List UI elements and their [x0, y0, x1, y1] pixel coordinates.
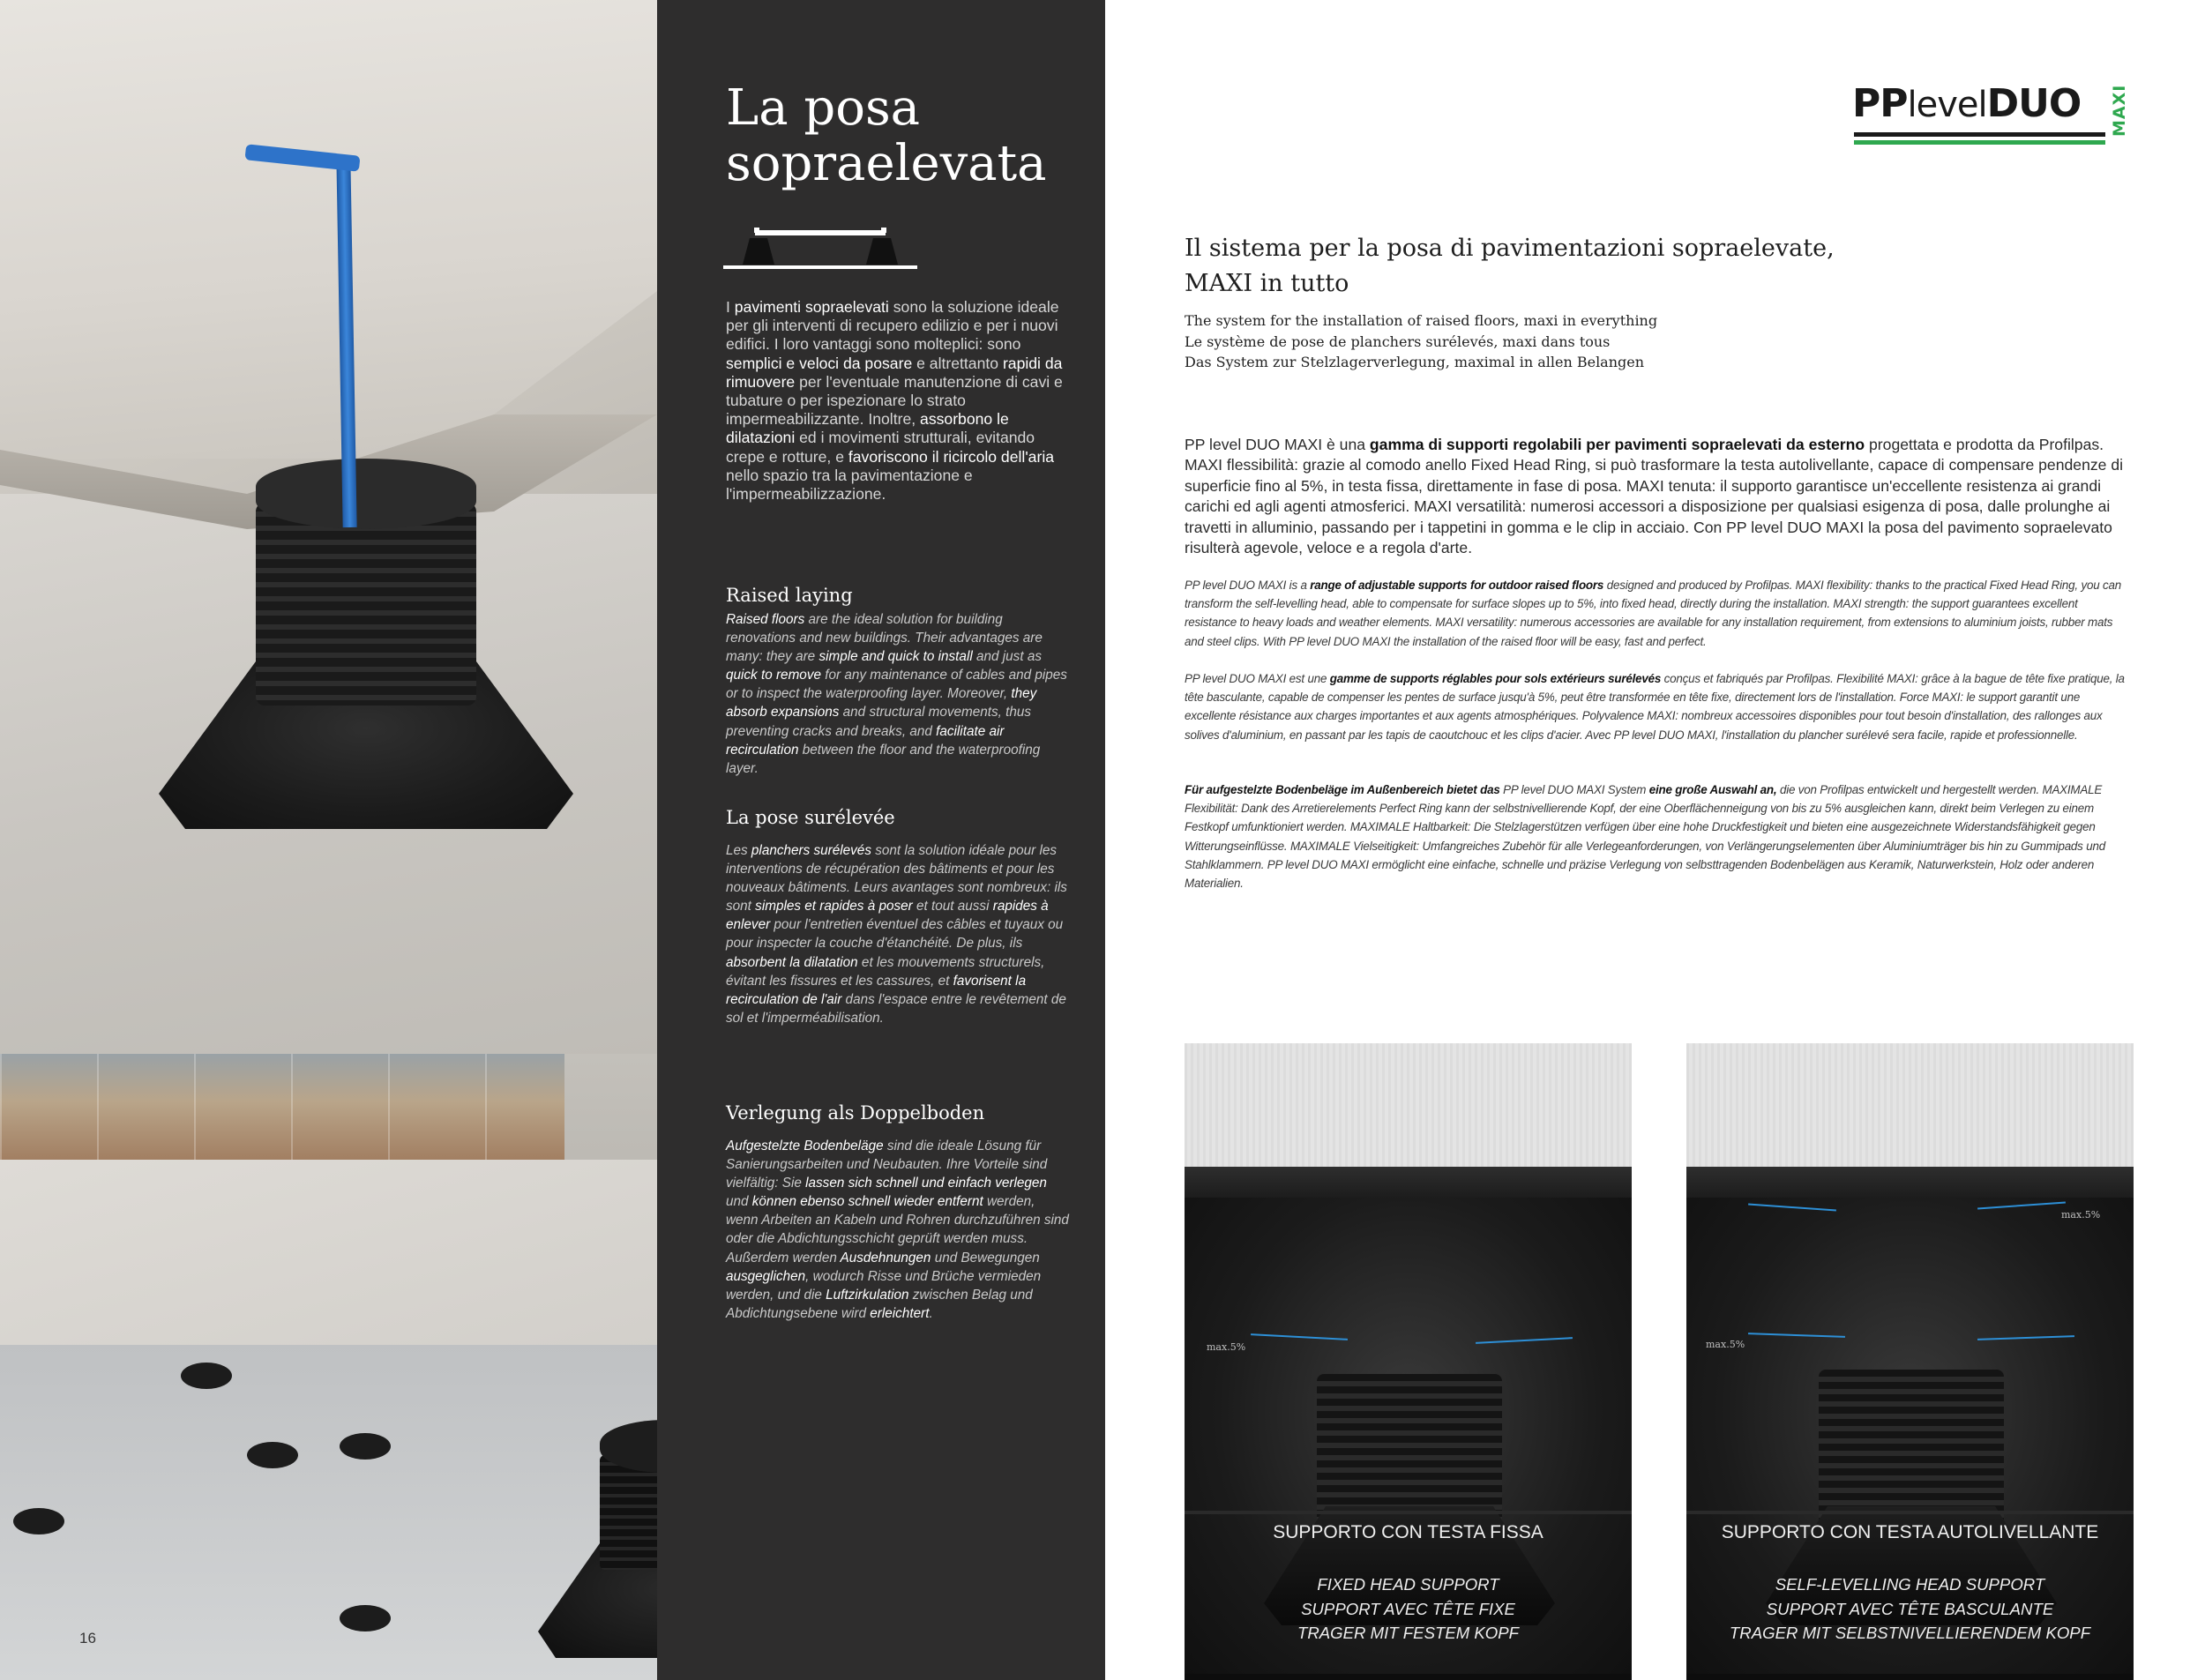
card-subtitle-fr: SUPPORT AVEC TÊTE FIXE [1301, 1599, 1515, 1618]
body-text-de [726, 1137, 1070, 1323]
main-title [1185, 231, 1978, 302]
emphasis-text: gamme de supports réglables pour sols extérieurs surélevés [1329, 672, 1662, 685]
logo-level: level [1907, 85, 1987, 125]
product-card-fixed-head [1185, 1043, 1632, 1680]
pedestal-pad [340, 1433, 391, 1460]
pedestal-support-large [159, 459, 573, 838]
text-segment: werden, wenn Arbeiten an Kabeln und Rohren durchzuführen sind oder die Abdichtungsschicht geprüft werden muss. Außerdem werden [726, 1194, 1069, 1266]
card-subtitle-fr: SUPPORT AVEC TÊTE BASCULANTE [1766, 1599, 2054, 1618]
logo-duo: DUO [1986, 81, 2082, 126]
text-segment: sind die ideale Lösung für Sanierungsarbeiten und Neubauten. Ihre Vorteile sind vielfältig: Sie [726, 1139, 1048, 1191]
glass-railing [0, 1054, 564, 1160]
text-segment: designed and produced by Profilpas. MAXI flexibility: thanks to the practical Fixed Head Ring, you can transform the self-levelling head, able to compensate for surface slopes up to 5%, into fixed head, directly during the installation. MAXI strength: the support guarantees excellent resistance to heavy loads and weather elements. MAXI versatility: numerous accessories are available for any installation requirement, from extensions to aluminium joists, rubber mats and steel clips. With PP level DUO MAXI the installation of the raised floor will be easy, fast and perfect. [1185, 579, 2121, 648]
text-segment: I [726, 298, 735, 316]
slope-label: max.5% [1706, 1339, 1745, 1350]
card-subtitle-en: FIXED HEAD SUPPORT [1317, 1575, 1499, 1594]
logo-maxi: MAXI [2110, 84, 2129, 137]
pedestal-pad [247, 1442, 298, 1468]
text-segment: and just as [972, 649, 1042, 665]
intro-text-it [726, 298, 1070, 504]
emphasis-text: Aufgestelzte Bodenbeläge [726, 1139, 884, 1154]
heading-raised-laying: Raised laying [726, 585, 853, 606]
emphasis-text: ausgeglichen [726, 1268, 806, 1284]
emphasis-text: favorisent la recirculation de l'air [726, 973, 1027, 1007]
text-segment: , wodurch Risse und Brüche vermieden werden, und die [726, 1268, 1042, 1303]
emphasis-text: quick to remove [726, 668, 821, 683]
text-segment: . [929, 1305, 933, 1321]
emphasis-text: Raised floors [726, 612, 805, 627]
multilingual-subtitles [1185, 310, 1978, 373]
emphasis-text: range of adjustable supports for outdoor raised floors [1310, 579, 1604, 592]
heading-doppelboden: Verlegung als Doppelboden [726, 1102, 985, 1124]
logo-wordmark [1852, 78, 2081, 139]
text-segment: per l'eventuale manutenzione di cavi e tubature o per ispezionare lo strato impermeabilizzante. Inoltre, [726, 372, 1063, 429]
main-title-line: Il sistema per la posa di pavimentazioni sopraelevate, [1185, 235, 1835, 262]
emphasis-text: rapidi da rimuovere [726, 354, 1063, 391]
emphasis-text: facilitate air recirculation [726, 723, 1005, 758]
text-segment: zwischen Belag und Abdichtungsebene wird [726, 1287, 1033, 1321]
text-segment: PP level DUO MAXI System [1499, 783, 1649, 796]
raised-tile-slab [0, 0, 657, 459]
emphasis-text: Für aufgestelzte Bodenbeläge im Außenbereich bietet das [1185, 783, 1500, 796]
slope-label: max.5% [2061, 1209, 2101, 1221]
emphasis-text: lassen sich schnell und einfach verlegen [805, 1176, 1047, 1191]
product-card-self-levelling-head [1686, 1043, 2134, 1680]
card-subtitle-de: TRAGER MIT SELBSTNIVELLIERENDEM KOPF [1729, 1624, 2091, 1642]
hero-photo-raised-floor [0, 0, 657, 1054]
text-segment: PP level DUO MAXI è una [1185, 436, 1370, 453]
emphasis-text: simple and quick to install [818, 649, 973, 665]
text-segment: PP level DUO MAXI est une [1185, 672, 1330, 685]
subtitle-fr: Le système de pose de planchers surélevés, maxi dans tous [1185, 332, 1611, 350]
pedestal-pad [13, 1508, 64, 1534]
emphasis-text: Luftzirkulation [826, 1287, 909, 1303]
dark-text-column [657, 0, 1105, 1680]
text-segment: Les [726, 843, 751, 858]
text-segment: dans l'espace entre le revêtement de sol et l'imperméabilisation. [726, 991, 1066, 1026]
main-title-line: MAXI in tutto [1185, 270, 1349, 297]
card-slab [1185, 1167, 1632, 1202]
subtitle-en: The system for the installation of raised floors, maxi in everything [1185, 312, 1658, 329]
page-number: 16 [79, 1630, 96, 1646]
card-floor [1185, 1511, 1632, 1514]
text-segment: sono la soluzione ideale per gli interventi di recupero edilizio e per i nuovi edifici. I loro vantaggi sono molteplici: sono [726, 298, 1059, 354]
body-text-fr [726, 841, 1070, 1027]
slope-label: max.5% [1207, 1341, 1246, 1353]
pedestal-body [256, 503, 476, 706]
card-title: SUPPORTO CON TESTA AUTOLIVELLANTE [1721, 1522, 2099, 1542]
logo-pp: PP [1852, 81, 1908, 126]
emphasis-text: pavimenti sopraelevati [734, 298, 889, 316]
section-title-line: La posa [726, 79, 921, 137]
emphasis-text: können ebenso schnell wieder entfernt [751, 1194, 983, 1210]
emphasis-text: eine große Auswahl an, [1648, 783, 1777, 796]
text-segment: nello spazio tra la pavimentazione e l'impermeabilizzazione. [726, 466, 973, 504]
text-segment: e altrettanto [912, 354, 1003, 372]
emphasis-text: erleichtert [870, 1305, 930, 1321]
pedestal-pad [181, 1363, 232, 1389]
text-segment: for any maintenance of cables and pipes or to inspect the waterproofing layer. Moreover, [726, 668, 1067, 702]
text-segment: die von Profilpas entwickelt und hergestellt werden. MAXIMALE Flexibilität: Dank des Arretierelements Perfect Ring kann der selbstnivellierende Kopf, der eine Oberflächenneigung von bis zu 5% ausgleichen kann, direkt beim Verlegen zu einem Festkopf umfunktioniert werden. MAXIMALE Haltbarkeit: Die Stelzlagerstützen verfügen über eine hohe Druckfestigkeit und bieten eine ausgezeichnete Widerstandsfähigkeit gegen Witterungseinflüsse. MAXIMALE Vielseitigkeit: Umfangreiches Zubehör für alle Verlegeanforderungen, von Verlängerungselementen über Aluminiumträger bis hin zu Gummipads und Stahlklammern. PP level DUO MAXI ermöglicht eine einfache, schnelle und präzise Verlegung von selbsttragenden Bodenbelägen aus Keramik, Naturwerkstein, Holz oder anderen Materialien. [1185, 783, 2105, 891]
card-floor [1686, 1511, 2134, 1514]
emphasis-text: planchers surélevés [751, 843, 871, 858]
text-segment: are the ideal solution for building renovations and new buildings. Their advantages are many: they are [726, 612, 1043, 665]
card-title: SUPPORTO CON TESTA FISSA [1273, 1522, 1544, 1542]
emphasis-text: absorbent la dilatation [726, 954, 858, 970]
section-title [726, 81, 1096, 191]
card-subtitle-de: TRAGER MIT FESTEM KOPF [1297, 1624, 1520, 1642]
text-segment: and structural movements, thus preventing cracks and breaks, and [726, 705, 1032, 739]
card-wall [1686, 1043, 2134, 1171]
pedestal-pad [340, 1605, 391, 1631]
emphasis-text: gamma di supporti regolabili per pavimenti sopraelevati da esterno [1369, 436, 1865, 453]
pedestal-head [256, 459, 476, 529]
text-segment: et tout aussi [912, 899, 993, 915]
emphasis-text: rapides à enlever [726, 899, 1049, 933]
text-segment: progettata e prodotta da Profilpas. MAXI flessibilità: grazie al comodo anello Fixed Head Ring, si può trasformare la testa autolivellante, capace di compensare pendenze di superficie fino al 5%, in testa fissa, direttamente in fase di posa. MAXI tenuta: il supporto garantisce un'eccellente resistenza ai grandi carichi ed agli agenti atmosferici. MAXI versatilità: numerosi accessori a disposizione per qualsiasi esigenza di posa, dalle prolunghe ai travetti in alluminio, passando per i tappetini in gomma e le clip in acciaio. Con PP level DUO MAXI la posa del pavimento sopraelevato risulterà agevole, veloce e a regola d'arte. [1185, 436, 2124, 557]
description-it [1185, 435, 2133, 558]
text-segment: et les mouvements structurels, évitant les fissures et les cassures, et [726, 954, 1045, 989]
body-text-en [726, 610, 1070, 778]
heading-pose-surelevee: La pose surélevée [726, 807, 895, 828]
emphasis-text: assorbono le dilatazioni [726, 410, 1009, 447]
text-segment: und [726, 1194, 752, 1210]
logo-underline-green [1854, 140, 2105, 145]
emphasis-text: simples et rapides à poser [755, 899, 913, 915]
text-segment: between the floor and the waterproofing layer. [726, 742, 1041, 776]
raised-floor-diagram-icon [723, 228, 917, 272]
card-slab [1686, 1167, 2134, 1202]
text-segment: pour l'entretien éventuel des câbles et tuyaux ou pour inspecter la couche d'étanchéité. De plus, ils [726, 917, 1064, 952]
text-segment: ed i movimenti strutturali, evitando crepe e rotture, e [726, 429, 1035, 466]
text-segment: PP level DUO MAXI is a [1185, 579, 1311, 592]
text-segment: conçus et fabriqués par Profilpas. Flexibilité MAXI: grâce à la bague de tête fixe pratique, la tête basculante, capable de compenser les pentes de surface jusqu'à 5%, peut être transformée en tête fixe, directement lors de l'installation. Force MAXI: le support garantit une excellente résistance aux charges importantes et aux agents atmosphériques. Polyvalence MAXI: nombreux accessoires disponibles pour tout besoin d'installation, des rallonges aux solives d'aluminium, en passant par les tapis de caoutchouc et les clips d'acier. Avec PP level DUO MAXI, l'installation du plancher surélevé sera facile, rapide et professionnelle. [1185, 672, 2125, 742]
description-fr [1185, 669, 2133, 744]
text-segment: und Bewegungen [931, 1250, 1040, 1266]
subtitle-de: Das System zur Stelzlagerverlegung, maximal in allen Belangen [1185, 354, 1645, 370]
pp-level-duo-maxi-logo [1852, 78, 2134, 148]
description-en [1185, 576, 2133, 651]
emphasis-text: favoriscono il ricircolo dell'aria [848, 447, 1055, 466]
section-title-line: sopraelevata [726, 134, 1047, 192]
text-segment: sont la solution idéale pour les interventions de récupération des bâtiments et pour les nouveaux bâtiments. Leurs avantages sont nombreux: ils sont [726, 843, 1067, 915]
card-wall [1185, 1043, 1632, 1171]
emphasis-text: Ausdehnungen [840, 1250, 931, 1266]
card-subtitle-en: SELF-LEVELLING HEAD SUPPORT [1775, 1575, 2045, 1594]
description-de [1185, 780, 2133, 892]
logo-underline-black [1854, 132, 2105, 137]
emphasis-text: semplici e veloci da posare [726, 354, 913, 372]
card-subtitles [1686, 1572, 2134, 1646]
emphasis-text: they absorb expansions [726, 686, 1037, 721]
card-subtitles [1185, 1572, 1632, 1646]
